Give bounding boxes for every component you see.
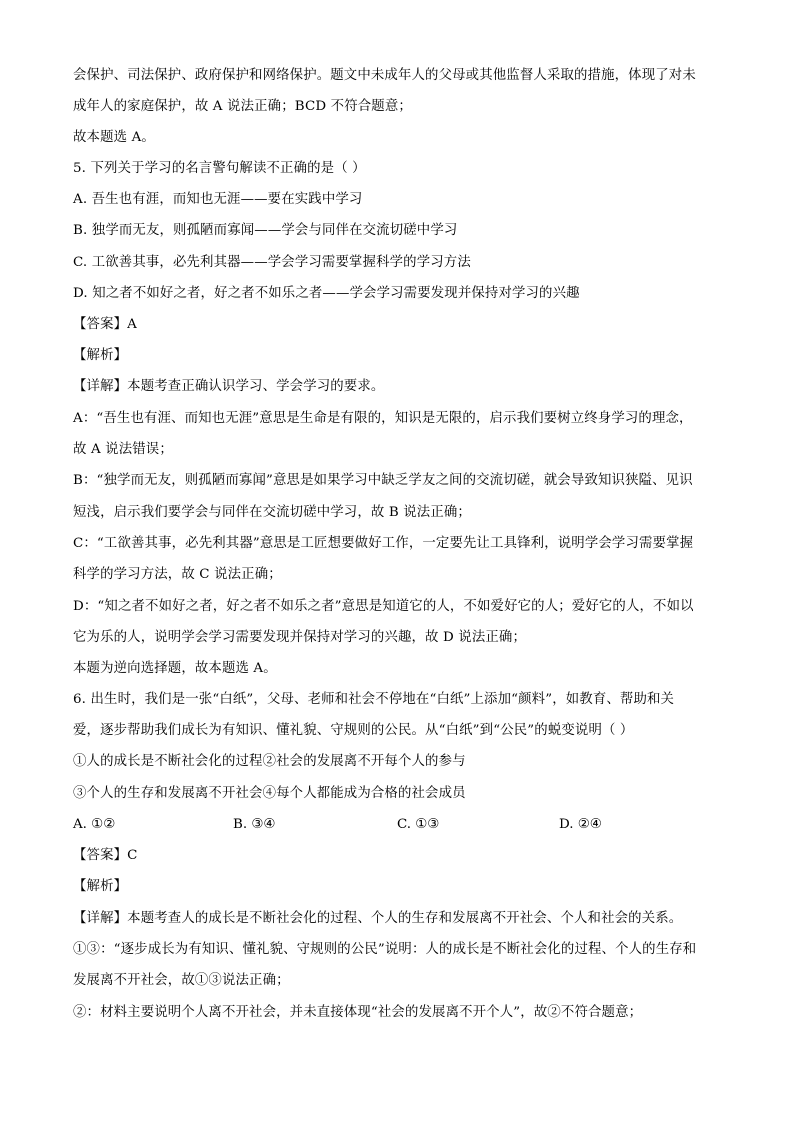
detail-text: D：“知之者不如好之者，好之者不如乐之者”意思是知道它的人，不如爱好它的人；爱好它的人，不如以 bbox=[73, 599, 694, 614]
detail-text: 科学的学习方法，故 C 说法正确； bbox=[73, 567, 282, 582]
analysis-label: 【解析】 bbox=[73, 348, 128, 363]
question-6-stem: 爱，逐步帮助我们成长为有知识、懂礼貌、守规则的公民。从“白纸”到“公民”的蜕变说明（ ） bbox=[73, 723, 634, 738]
question-6-option-a: A. ①② bbox=[73, 817, 116, 832]
answer-label: 【答案】A bbox=[73, 317, 137, 332]
detail-text: 本题为逆向选择题，故本题选 A。 bbox=[73, 661, 277, 676]
question-5-option-d: D. 知之者不如好之者，好之者不如乐之者——学会学习需要发现并保持对学习的兴趣 bbox=[73, 286, 580, 301]
question-6-option-b: B. ③④ bbox=[233, 817, 276, 832]
question-6-stem: 6. 出生时，我们是一张“白纸”，父母、老师和社会不停地在“白纸”上添加“颜料”，如教育、帮助和关 bbox=[73, 692, 675, 707]
detail-text: 【详解】本题考查正确认识学习、学会学习的要求。 bbox=[73, 379, 385, 394]
question-5-option-c: C. 工欲善其事，必先利其器——学会学习需要掌握科学的学习方法 bbox=[73, 255, 471, 270]
question-6-statements: ③个人的生存和发展离不开社会④每个人都能成为合格的社会成员 bbox=[73, 786, 466, 801]
text-line: 故本题选 A。 bbox=[73, 130, 155, 145]
detail-text: C：“工欲善其事，必先利其器”意思是工匠想要做好工作，一定要先让工具锋利，说明学会学习需要掌握 bbox=[73, 536, 694, 551]
analysis-label: 【解析】 bbox=[73, 879, 128, 894]
detail-text: 短浅，启示我们要学会与同伴在交流切磋中学习，故 B 说法正确； bbox=[73, 505, 471, 520]
detail-text: ①③：“逐步成长为有知识、懂礼貌、守规则的公民”说明：人的成长是不断社会化的过程、个人的生存和 bbox=[73, 942, 697, 957]
answer-label: 【答案】C bbox=[73, 848, 138, 863]
question-6-statements: ①人的成长是不断社会化的过程②社会的发展离不开每个人的参与 bbox=[73, 754, 466, 769]
detail-text: 发展离不开社会，故①③说法正确； bbox=[73, 973, 290, 988]
text-line: 会保护、司法保护、政府保护和网络保护。题文中未成年人的父母或其他监督人采取的措施，体现了对未 bbox=[73, 68, 696, 83]
detail-text: ②：材料主要说明个人离不开社会，并未直接体现“社会的发展离不开个人”，故②不符合题意； bbox=[73, 1005, 643, 1020]
detail-text: 它为乐的人，说明学会学习需要发现并保持对学习的兴趣，故 D 说法正确； bbox=[73, 630, 526, 645]
question-5-option-b: B. 独学而无友，则孤陋而寡闻——学会与同伴在交流切磋中学习 bbox=[73, 223, 458, 238]
question-5-option-a: A. 吾生也有涯，而知也无涯——要在实践中学习 bbox=[73, 192, 363, 207]
question-6-option-c: C. ①③ bbox=[397, 817, 440, 832]
question-6-option-d: D. ②④ bbox=[559, 817, 602, 832]
detail-text: 【详解】本题考查人的成长是不断社会化的过程、个人的生存和发展离不开社会、个人和社会的关系。 bbox=[73, 911, 683, 926]
detail-text: B：“独学而无友，则孤陋而寡闻”意思是如果学习中缺乏学友之间的交流切磋，就会导致知识狭隘、见识 bbox=[73, 473, 693, 488]
detail-text: A：“吾生也有涯、而知也无涯”意思是生命是有限的，知识是无限的，启示我们要树立终身学习的理念， bbox=[73, 411, 693, 426]
question-5-stem: 5. 下列关于学习的名言警句解读不正确的是（ ） bbox=[73, 161, 366, 176]
detail-text: 故 A 说法错误； bbox=[73, 442, 173, 457]
text-line: 成年人的家庭保护，故 A 说法正确；BCD 不符合题意； bbox=[73, 99, 412, 114]
